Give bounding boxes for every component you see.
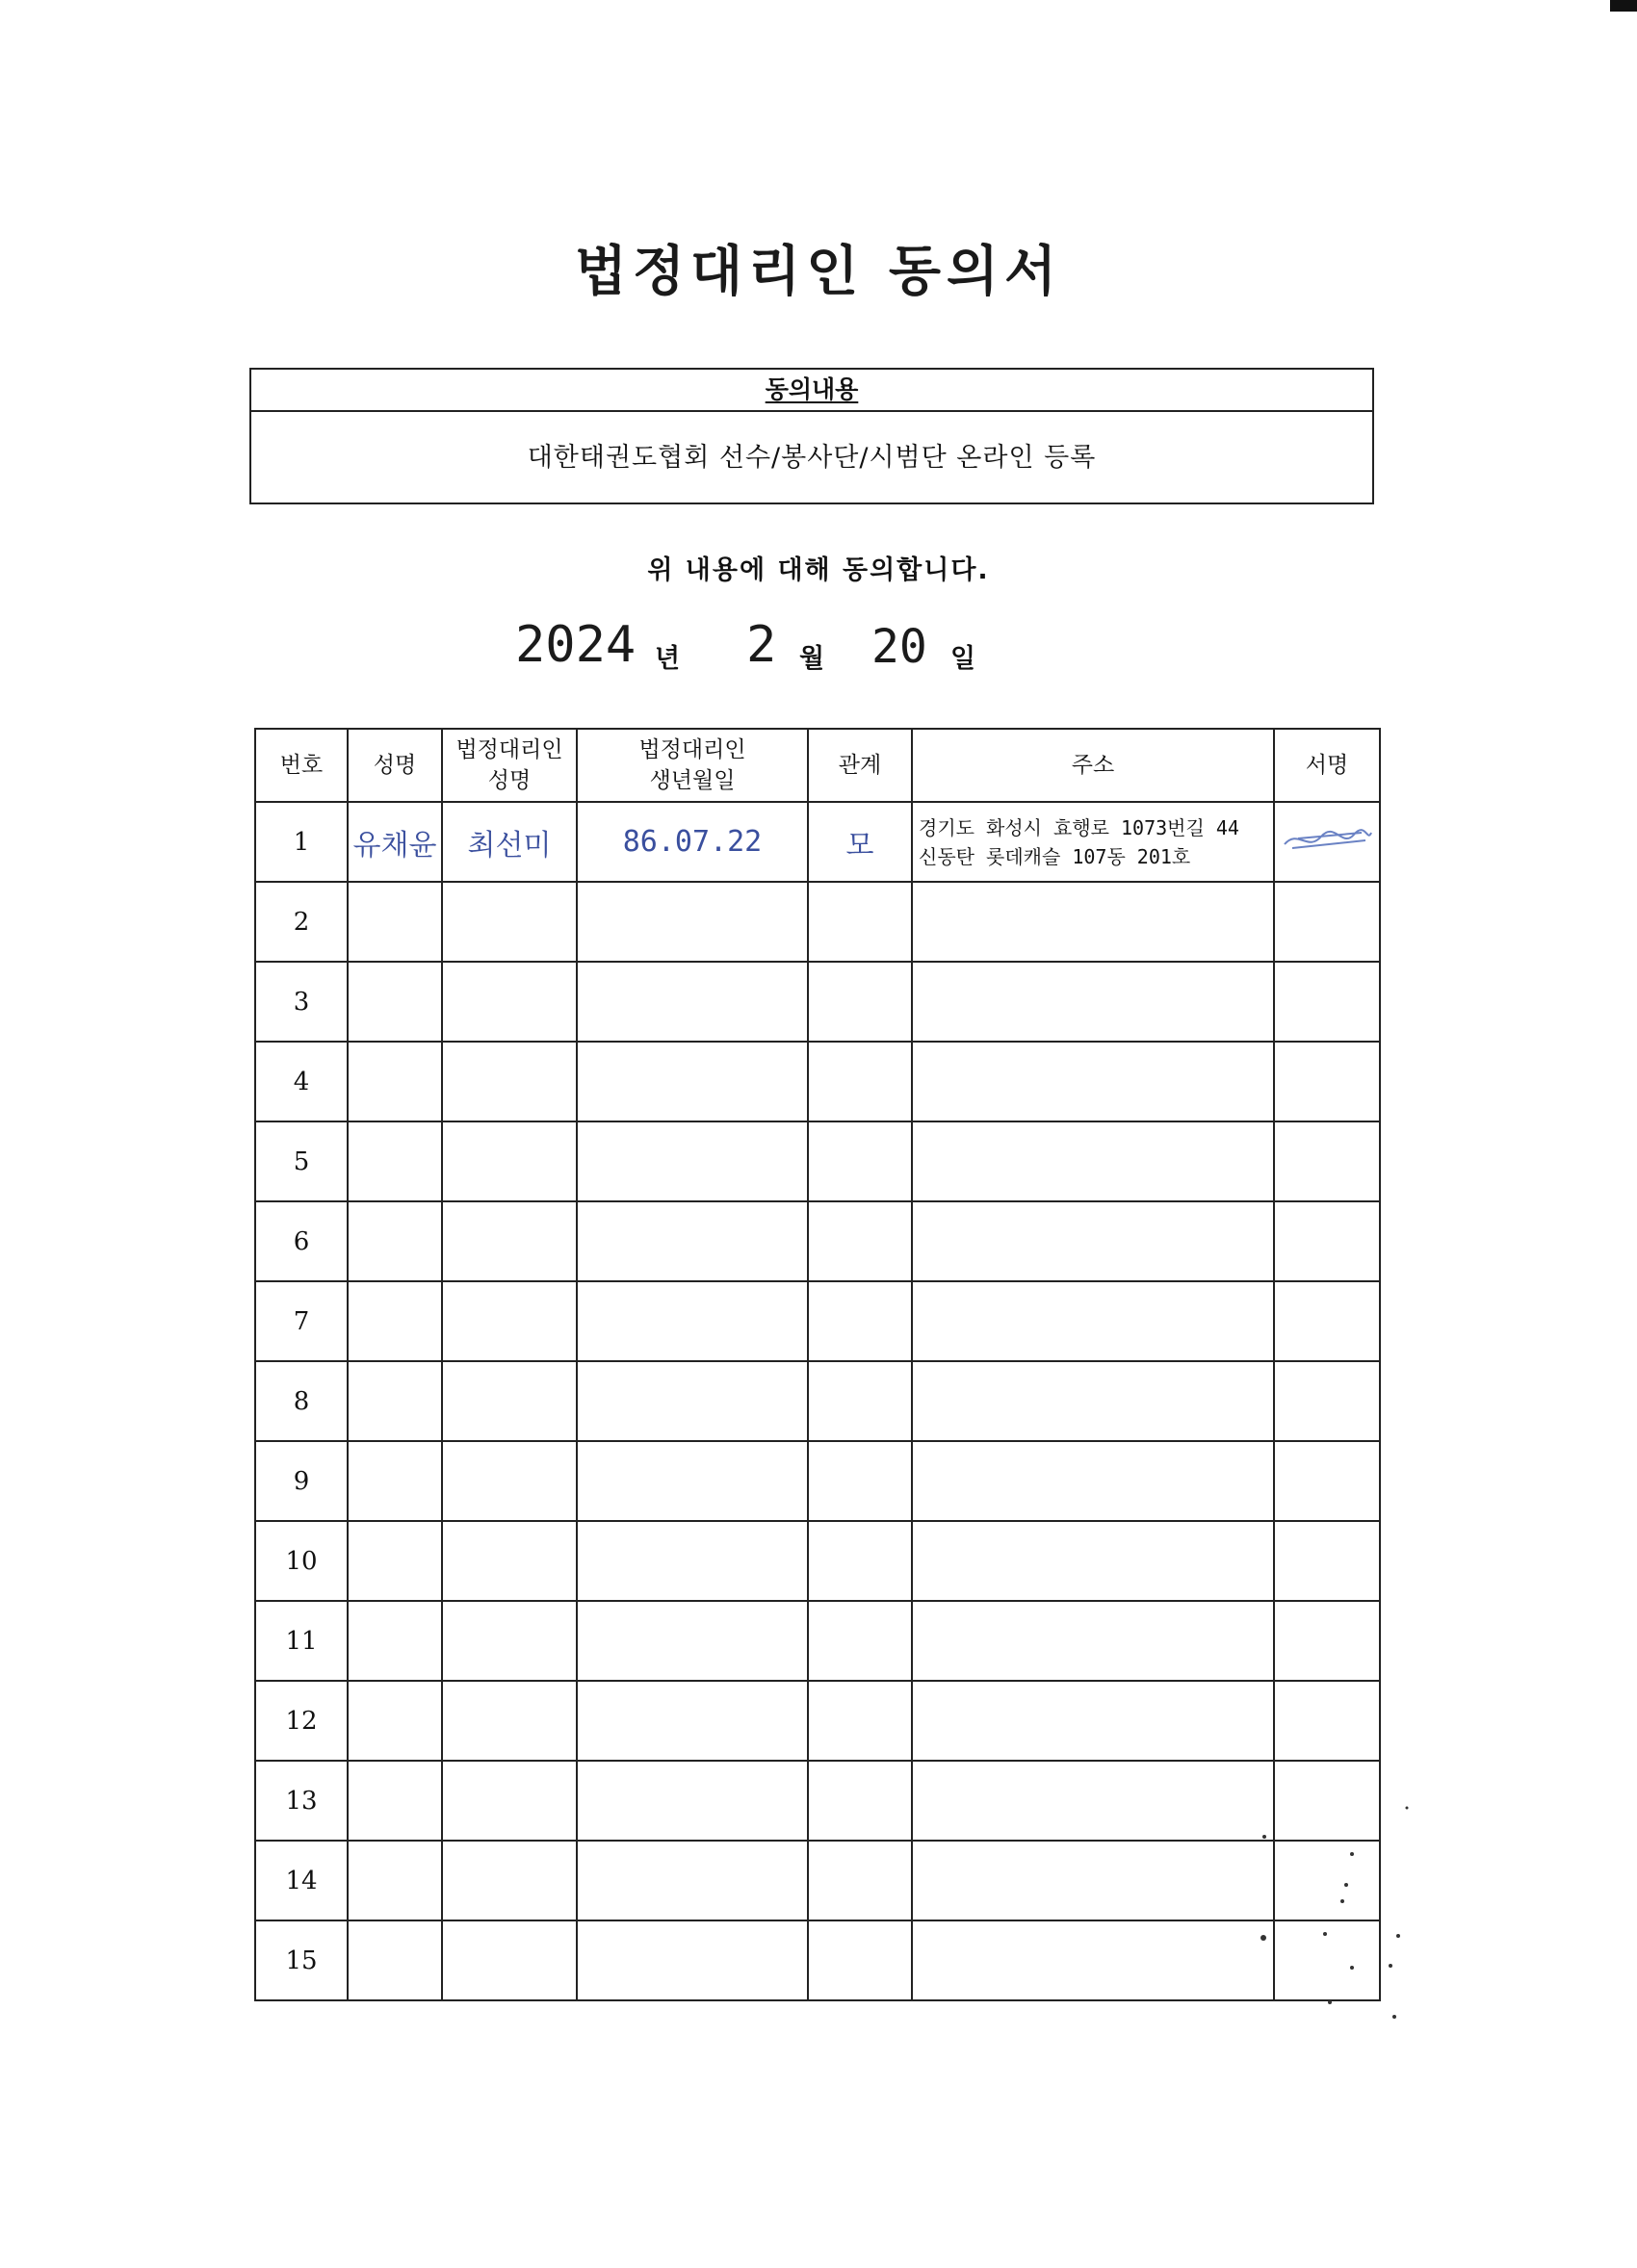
date-year: 2024: [515, 616, 637, 674]
row-number: 9: [255, 1441, 348, 1521]
address-line-2: 신동탄 롯데캐슬 107동 201호: [919, 844, 1191, 868]
col-header-guardian-birth: 법정대리인 생년월일: [577, 729, 808, 802]
row-number: 3: [255, 962, 348, 1042]
row-number: 8: [255, 1361, 348, 1441]
col-header-number: 번호: [255, 729, 348, 802]
row-number: 14: [255, 1841, 348, 1920]
col-header-guardian-name: 법정대리인 성명: [442, 729, 577, 802]
agreement-statement: 위 내용에 대해 동의합니다.: [647, 555, 990, 585]
address-line-1: 경기도 화성시 효행로 1073번길 44: [919, 815, 1239, 839]
date-day-unit: 일: [950, 644, 976, 674]
row-number: 7: [255, 1281, 348, 1361]
row-number: 11: [255, 1601, 348, 1681]
row-number: 13: [255, 1761, 348, 1841]
row-number: 10: [255, 1521, 348, 1601]
col-header-signature: 서명: [1274, 729, 1380, 802]
row-number: 15: [255, 1920, 348, 2000]
col-header-name: 성명: [348, 729, 442, 802]
date-day: 20: [871, 620, 927, 674]
row-number: 1: [255, 802, 348, 882]
col-header-relation: 관계: [808, 729, 912, 802]
consent-body: 대한태권도협회 선수/봉사단/시범단 온라인 등록: [527, 443, 1097, 473]
date-month: 2: [746, 616, 777, 674]
row-guardian-name[interactable]: 최선미: [442, 802, 577, 882]
row-number: 2: [255, 882, 348, 962]
row-number: 4: [255, 1042, 348, 1121]
date-month-unit: 월: [799, 644, 825, 674]
row-number: 6: [255, 1201, 348, 1281]
row-guardian-birth[interactable]: 86.07.22: [577, 802, 808, 882]
row-relation[interactable]: 모: [808, 802, 912, 882]
col-header-address: 주소: [912, 729, 1274, 802]
row-number: 5: [255, 1121, 348, 1201]
consent-header-text: 동의내용: [765, 375, 859, 403]
row-name[interactable]: 유채윤: [348, 802, 442, 882]
row-number: 12: [255, 1681, 348, 1761]
date-year-unit: 년: [655, 644, 681, 674]
document-title: 법정대리인 동의서: [574, 241, 1063, 303]
